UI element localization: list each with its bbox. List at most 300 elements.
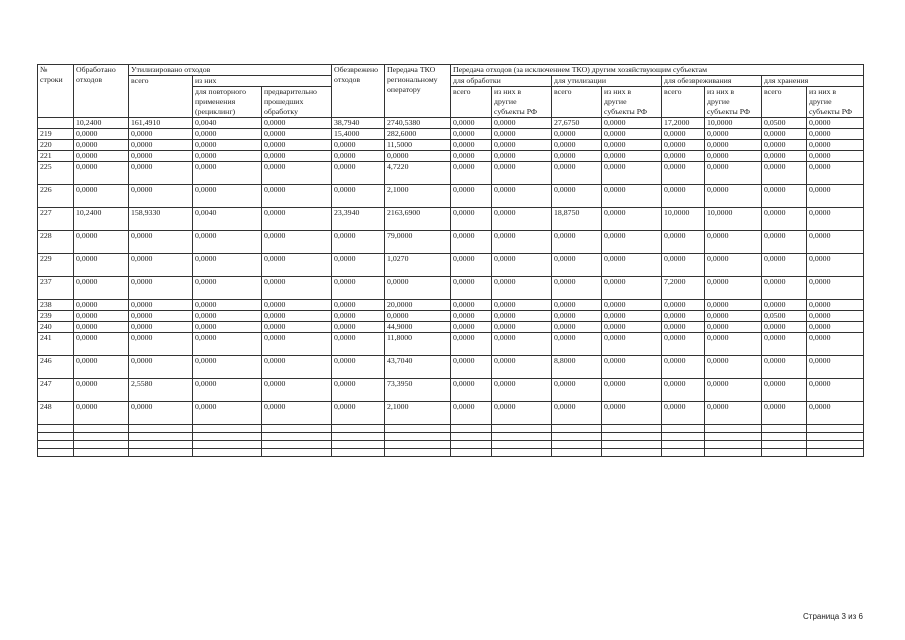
value-cell: 0,0000 (332, 162, 385, 185)
value-cell: 0,0000 (74, 277, 129, 300)
value-cell: 0,0000 (74, 356, 129, 379)
value-cell: 17,2000 (662, 118, 705, 129)
table-row (38, 300, 864, 311)
table-row (38, 356, 864, 379)
value-cell: 0,0000 (762, 208, 807, 231)
value-cell: 0,0000 (602, 402, 662, 425)
value-cell: 7,2000 (662, 277, 705, 300)
value-cell (193, 425, 262, 433)
value-cell (762, 433, 807, 441)
value-cell: 27,6750 (552, 118, 602, 129)
value-cell (451, 441, 492, 449)
value-cell: 10,2400 (74, 208, 129, 231)
value-cell: 0,0000 (762, 129, 807, 140)
value-cell: 0,0000 (451, 402, 492, 425)
value-cell: 0,0000 (662, 379, 705, 402)
value-cell: 0,0000 (262, 277, 332, 300)
value-cell (451, 425, 492, 433)
value-cell (602, 449, 662, 457)
value-cell: 0,0500 (762, 118, 807, 129)
value-cell (451, 433, 492, 441)
value-cell: 23,3940 (332, 208, 385, 231)
value-cell: 0,0000 (262, 311, 332, 322)
value-cell: 0,0000 (807, 356, 864, 379)
table-row (38, 140, 864, 151)
value-cell: 0,0000 (332, 311, 385, 322)
empty-row (38, 433, 864, 441)
value-cell: 0,0000 (193, 185, 262, 208)
row-number-cell: 219 (38, 129, 74, 140)
value-cell: 0,0000 (492, 277, 552, 300)
value-cell: 0,0000 (552, 300, 602, 311)
value-cell: 0,0000 (602, 118, 662, 129)
value-cell: 0,0000 (74, 300, 129, 311)
value-cell: 0,0000 (262, 379, 332, 402)
value-cell: 0,0000 (74, 322, 129, 333)
value-cell (552, 433, 602, 441)
value-cell: 0,0000 (193, 322, 262, 333)
value-cell: 0,0000 (807, 162, 864, 185)
value-cell: 0,0000 (552, 311, 602, 322)
value-cell: 0,0000 (129, 277, 193, 300)
value-cell: 0,0000 (385, 311, 451, 322)
value-cell: 0,0000 (662, 162, 705, 185)
value-cell: 0,0000 (129, 162, 193, 185)
value-cell: 0,0000 (705, 322, 762, 333)
value-cell (492, 425, 552, 433)
value-cell: 0,0000 (807, 208, 864, 231)
value-cell: 0,0000 (332, 402, 385, 425)
totals-row (38, 118, 864, 129)
value-cell (129, 425, 193, 433)
page-number: Страница 3 из 6 (803, 612, 863, 621)
value-cell: 10,2400 (74, 118, 129, 129)
value-cell: 0,0000 (129, 356, 193, 379)
value-cell: 43,7040 (385, 356, 451, 379)
value-cell (807, 441, 864, 449)
header-for-storage: для хранения (762, 76, 864, 87)
value-cell: 0,0000 (451, 356, 492, 379)
value-cell: 0,0000 (762, 140, 807, 151)
header-processed: Обработано отходов (74, 65, 129, 118)
value-cell: 0,0000 (262, 300, 332, 311)
value-cell: 0,0000 (193, 162, 262, 185)
row-number-cell: 225 (38, 162, 74, 185)
value-cell (662, 449, 705, 457)
value-cell: 0,0000 (262, 118, 332, 129)
value-cell: 0,0000 (451, 129, 492, 140)
value-cell (602, 425, 662, 433)
value-cell: 0,0000 (451, 277, 492, 300)
value-cell: 0,0000 (662, 402, 705, 425)
value-cell: 0,0000 (662, 185, 705, 208)
row-number-cell: 241 (38, 333, 74, 356)
value-cell: 0,0000 (602, 311, 662, 322)
value-cell: 0,0000 (762, 231, 807, 254)
value-cell: 0,0000 (662, 333, 705, 356)
value-cell: 0,0000 (705, 333, 762, 356)
value-cell: 0,0000 (74, 140, 129, 151)
value-cell: 0,0000 (705, 140, 762, 151)
value-cell: 0,0000 (762, 333, 807, 356)
value-cell: 0,0000 (602, 277, 662, 300)
header-row-no: № строки (38, 65, 74, 118)
value-cell: 0,0000 (807, 231, 864, 254)
table-row (38, 322, 864, 333)
header-of-them: из них (193, 76, 332, 87)
value-cell: 0,0000 (193, 129, 262, 140)
header-utilized-total: всего (129, 76, 193, 118)
empty-row (38, 425, 864, 433)
value-cell: 0,0000 (451, 185, 492, 208)
value-cell: 0,0000 (602, 162, 662, 185)
value-cell (807, 433, 864, 441)
value-cell: 0,0000 (602, 333, 662, 356)
value-cell (705, 449, 762, 457)
value-cell (705, 441, 762, 449)
value-cell (129, 449, 193, 457)
value-cell: 0,0000 (332, 231, 385, 254)
value-cell (807, 425, 864, 433)
value-cell: 0,0000 (552, 402, 602, 425)
row-number-cell: 239 (38, 311, 74, 322)
value-cell (705, 433, 762, 441)
header-storage-total: всего (762, 87, 807, 118)
value-cell (762, 441, 807, 449)
value-cell: 1,0270 (385, 254, 451, 277)
row-number-cell: 221 (38, 151, 74, 162)
table-row (38, 311, 864, 322)
value-cell (552, 441, 602, 449)
value-cell: 0,0000 (451, 231, 492, 254)
row-number-cell (38, 449, 74, 457)
value-cell: 0,0000 (193, 311, 262, 322)
value-cell: 0,0000 (492, 208, 552, 231)
value-cell: 0,0000 (332, 140, 385, 151)
value-cell: 0,0000 (762, 162, 807, 185)
value-cell: 0,0000 (129, 402, 193, 425)
value-cell: 0,0000 (705, 300, 762, 311)
header-for-processing: для обработки (451, 76, 552, 87)
value-cell: 0,0500 (762, 311, 807, 322)
value-cell: 0,0000 (492, 151, 552, 162)
value-cell (662, 441, 705, 449)
value-cell: 0,0000 (807, 333, 864, 356)
table-row (38, 379, 864, 402)
table-row (38, 151, 864, 162)
header-for-utilization: для утилизации (552, 76, 662, 87)
value-cell: 0,0040 (193, 208, 262, 231)
value-cell (492, 433, 552, 441)
value-cell (332, 425, 385, 433)
value-cell: 0,0000 (451, 118, 492, 129)
value-cell (193, 441, 262, 449)
row-number-cell: 246 (38, 356, 74, 379)
value-cell (262, 433, 332, 441)
value-cell: 2740,5380 (385, 118, 451, 129)
value-cell: 0,0000 (492, 356, 552, 379)
value-cell: 0,0000 (193, 277, 262, 300)
value-cell (662, 425, 705, 433)
value-cell (451, 449, 492, 457)
row-number-cell (38, 433, 74, 441)
value-cell: 73,3950 (385, 379, 451, 402)
value-cell (807, 449, 864, 457)
value-cell: 0,0000 (807, 379, 864, 402)
header-pre-treated: предварительно прошедших обработку (262, 87, 332, 118)
value-cell: 0,0000 (332, 254, 385, 277)
value-cell: 0,0000 (662, 300, 705, 311)
value-cell: 0,0000 (129, 129, 193, 140)
value-cell: 0,0000 (705, 402, 762, 425)
table-row (38, 162, 864, 185)
header-storage-rf: из них в другие субъекты РФ (807, 87, 864, 118)
value-cell: 15,4000 (332, 129, 385, 140)
row-number-cell: 227 (38, 208, 74, 231)
header-neutralized: Обезврежено отходов (332, 65, 385, 118)
value-cell: 0,0000 (193, 402, 262, 425)
value-cell: 0,0000 (129, 151, 193, 162)
value-cell: 0,0000 (762, 185, 807, 208)
header-processing-rf: из них в другие субъекты РФ (492, 87, 552, 118)
value-cell: 0,0000 (705, 356, 762, 379)
value-cell: 0,0000 (492, 118, 552, 129)
value-cell: 0,0000 (492, 162, 552, 185)
value-cell (129, 433, 193, 441)
value-cell: 0,0000 (193, 379, 262, 402)
value-cell: 0,0000 (492, 379, 552, 402)
value-cell: 0,0000 (807, 311, 864, 322)
value-cell: 10,0000 (662, 208, 705, 231)
value-cell: 0,0000 (262, 151, 332, 162)
table-row (38, 208, 864, 231)
value-cell: 2,5580 (129, 379, 193, 402)
value-cell: 0,0000 (762, 254, 807, 277)
value-cell: 11,5000 (385, 140, 451, 151)
value-cell: 38,7940 (332, 118, 385, 129)
value-cell: 0,0000 (807, 140, 864, 151)
value-cell: 0,0000 (262, 231, 332, 254)
row-number-cell: 238 (38, 300, 74, 311)
row-number-cell: 229 (38, 254, 74, 277)
value-cell: 0,0000 (492, 129, 552, 140)
value-cell: 0,0000 (451, 140, 492, 151)
value-cell (262, 449, 332, 457)
value-cell: 0,0000 (332, 356, 385, 379)
value-cell: 0,0000 (807, 322, 864, 333)
value-cell: 282,6000 (385, 129, 451, 140)
value-cell: 0,0000 (74, 231, 129, 254)
value-cell: 0,0000 (492, 300, 552, 311)
value-cell: 0,0000 (705, 129, 762, 140)
value-cell (762, 449, 807, 457)
row-number-cell: 228 (38, 231, 74, 254)
value-cell: 0,0000 (662, 356, 705, 379)
value-cell: 0,0000 (262, 333, 332, 356)
value-cell: 161,4910 (129, 118, 193, 129)
value-cell: 0,0000 (762, 356, 807, 379)
value-cell (332, 433, 385, 441)
value-cell: 10,0000 (705, 118, 762, 129)
header-utilization-total: всего (552, 87, 602, 118)
row-number-cell (38, 118, 74, 129)
value-cell: 0,0000 (74, 129, 129, 140)
header-utilized: Утилизировано отходов (129, 65, 332, 76)
value-cell (332, 449, 385, 457)
value-cell: 2,1000 (385, 402, 451, 425)
value-cell: 0,0000 (807, 151, 864, 162)
value-cell: 0,0000 (807, 277, 864, 300)
value-cell: 0,0000 (451, 379, 492, 402)
value-cell: 79,0000 (385, 231, 451, 254)
row-number-cell: 240 (38, 322, 74, 333)
value-cell (74, 433, 129, 441)
table-header (38, 65, 864, 118)
value-cell: 0,0000 (552, 254, 602, 277)
value-cell: 0,0000 (332, 322, 385, 333)
value-cell: 0,0000 (129, 333, 193, 356)
row-number-cell: 247 (38, 379, 74, 402)
value-cell: 0,0000 (662, 140, 705, 151)
value-cell: 0,0000 (662, 322, 705, 333)
value-cell: 0,0000 (129, 322, 193, 333)
value-cell: 0,0000 (602, 185, 662, 208)
value-cell: 0,0000 (262, 129, 332, 140)
empty-row (38, 449, 864, 457)
value-cell: 0,0000 (193, 356, 262, 379)
row-number-cell: 220 (38, 140, 74, 151)
value-cell: 0,0000 (762, 151, 807, 162)
value-cell: 0,0000 (262, 185, 332, 208)
value-cell: 0,0000 (262, 208, 332, 231)
value-cell: 0,0000 (332, 185, 385, 208)
value-cell: 18,8750 (552, 208, 602, 231)
value-cell: 0,0000 (807, 129, 864, 140)
value-cell: 0,0000 (662, 129, 705, 140)
value-cell: 0,0000 (193, 300, 262, 311)
value-cell: 0,0000 (74, 254, 129, 277)
value-cell: 4,7220 (385, 162, 451, 185)
value-cell: 0,0000 (662, 254, 705, 277)
value-cell: 0,0000 (662, 231, 705, 254)
value-cell: 0,0000 (705, 151, 762, 162)
value-cell: 0,0000 (451, 208, 492, 231)
value-cell: 0,0000 (602, 129, 662, 140)
waste-report-table (37, 64, 864, 457)
table-row (38, 185, 864, 208)
value-cell: 0,0000 (129, 140, 193, 151)
value-cell: 0,0000 (492, 311, 552, 322)
value-cell: 0,0000 (451, 300, 492, 311)
value-cell: 0,0000 (807, 254, 864, 277)
value-cell: 0,0000 (552, 129, 602, 140)
value-cell: 0,0000 (705, 185, 762, 208)
value-cell (74, 441, 129, 449)
value-cell: 0,0000 (602, 356, 662, 379)
value-cell (129, 441, 193, 449)
value-cell (662, 433, 705, 441)
header-for-neutralization: для обезвреживания (662, 76, 762, 87)
value-cell (762, 425, 807, 433)
value-cell (552, 449, 602, 457)
value-cell: 2,1000 (385, 185, 451, 208)
value-cell (385, 449, 451, 457)
value-cell: 0,0000 (602, 208, 662, 231)
value-cell (262, 441, 332, 449)
header-transfer-others: Передача отходов (за исключением ТКО) другим хозяйствующим субъектам (451, 65, 864, 76)
value-cell (193, 433, 262, 441)
value-cell: 44,9000 (385, 322, 451, 333)
value-cell: 0,0000 (262, 162, 332, 185)
value-cell: 0,0000 (807, 300, 864, 311)
value-cell: 0,0000 (492, 231, 552, 254)
value-cell: 0,0000 (552, 185, 602, 208)
row-number-cell (38, 425, 74, 433)
value-cell: 0,0000 (762, 322, 807, 333)
value-cell (492, 441, 552, 449)
value-cell: 0,0000 (807, 118, 864, 129)
value-cell (385, 425, 451, 433)
header-utilization-rf: из них в другие субъекты РФ (602, 87, 662, 118)
value-cell: 0,0000 (552, 322, 602, 333)
row-number-cell (38, 441, 74, 449)
value-cell: 0,0000 (451, 322, 492, 333)
value-cell: 0,0000 (262, 254, 332, 277)
value-cell: 0,0040 (193, 118, 262, 129)
header-neutralization-total: всего (662, 87, 705, 118)
value-cell: 0,0000 (602, 322, 662, 333)
value-cell: 0,0000 (332, 151, 385, 162)
value-cell: 0,0000 (807, 185, 864, 208)
value-cell (385, 433, 451, 441)
value-cell: 0,0000 (492, 254, 552, 277)
value-cell: 0,0000 (74, 185, 129, 208)
value-cell (602, 433, 662, 441)
value-cell: 0,0000 (552, 379, 602, 402)
value-cell: 0,0000 (451, 151, 492, 162)
value-cell: 20,0000 (385, 300, 451, 311)
value-cell: 0,0000 (193, 231, 262, 254)
value-cell: 0,0000 (262, 402, 332, 425)
value-cell: 0,0000 (602, 151, 662, 162)
value-cell (332, 441, 385, 449)
value-cell: 0,0000 (552, 140, 602, 151)
table-row (38, 254, 864, 277)
value-cell: 0,0000 (762, 379, 807, 402)
value-cell: 0,0000 (662, 151, 705, 162)
table-row (38, 277, 864, 300)
value-cell: 0,0000 (451, 311, 492, 322)
header-for-reuse: для повторного применения (рециклинг) (193, 87, 262, 118)
value-cell: 0,0000 (262, 356, 332, 379)
header-processing-total: всего (451, 87, 492, 118)
row-number-cell: 237 (38, 277, 74, 300)
value-cell (74, 449, 129, 457)
value-cell: 0,0000 (602, 254, 662, 277)
value-cell: 0,0000 (492, 333, 552, 356)
value-cell: 0,0000 (129, 231, 193, 254)
value-cell: 0,0000 (262, 322, 332, 333)
value-cell (552, 425, 602, 433)
value-cell: 0,0000 (74, 379, 129, 402)
value-cell: 0,0000 (705, 231, 762, 254)
value-cell (262, 425, 332, 433)
value-cell: 11,8000 (385, 333, 451, 356)
value-cell: 0,0000 (451, 333, 492, 356)
row-number-cell: 226 (38, 185, 74, 208)
value-cell: 0,0000 (762, 402, 807, 425)
value-cell: 158,9330 (129, 208, 193, 231)
